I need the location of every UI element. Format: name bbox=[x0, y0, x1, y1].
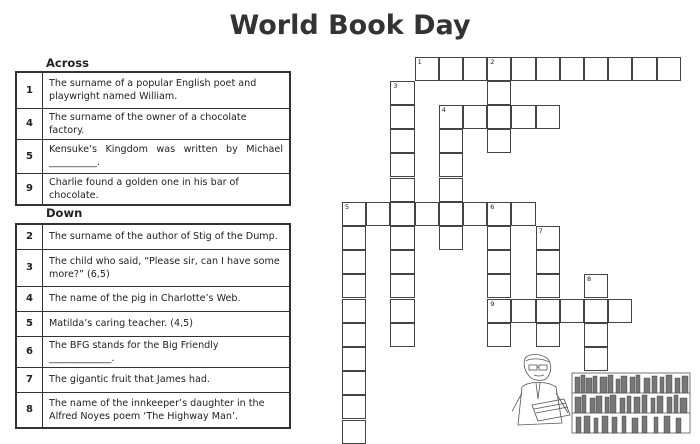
clue-text: Charlie found a golden one in his bar of chocolate. bbox=[43, 173, 291, 205]
crossword-cell[interactable] bbox=[536, 299, 560, 323]
crossword-cell[interactable] bbox=[366, 202, 390, 226]
cell-number: 3 bbox=[393, 81, 398, 90]
crossword-cell[interactable] bbox=[511, 105, 535, 129]
crossword-cell[interactable] bbox=[342, 202, 366, 226]
crossword-cell[interactable] bbox=[390, 153, 414, 177]
clue-number: 5 bbox=[16, 139, 43, 173]
clue-number: 6 bbox=[16, 336, 43, 367]
clue-number: 7 bbox=[16, 367, 43, 392]
clue-number: 3 bbox=[16, 249, 43, 286]
crossword-cell[interactable] bbox=[487, 105, 511, 129]
clue-number: 2 bbox=[16, 224, 43, 249]
crossword-cell[interactable] bbox=[536, 226, 560, 250]
clue-text: The BFG stands for the Big Friendly _____________. bbox=[43, 336, 291, 367]
crossword-cell[interactable] bbox=[390, 226, 414, 250]
crossword-cell[interactable] bbox=[463, 202, 487, 226]
crossword-cell[interactable] bbox=[536, 105, 560, 129]
clue-text: The surname of the author of Stig of the Dump. bbox=[43, 224, 291, 249]
crossword-cell[interactable] bbox=[390, 105, 414, 129]
clue-text: Kensuke’s Kingdom was written by Michael __________. bbox=[43, 139, 291, 173]
crossword-cell[interactable] bbox=[390, 81, 414, 105]
crossword-cell[interactable] bbox=[390, 202, 414, 226]
crossword-cell[interactable] bbox=[342, 250, 366, 274]
crossword-cell[interactable] bbox=[439, 178, 463, 202]
crossword-cell[interactable] bbox=[390, 178, 414, 202]
crossword-cell[interactable] bbox=[487, 274, 511, 298]
cell-number: 7 bbox=[538, 226, 543, 235]
crossword-cell[interactable] bbox=[536, 274, 560, 298]
crossword-cell[interactable] bbox=[463, 57, 487, 81]
crossword-cell[interactable] bbox=[487, 299, 511, 323]
crossword-cell[interactable] bbox=[608, 299, 632, 323]
crossword-cell[interactable] bbox=[342, 371, 366, 395]
crossword-cell[interactable] bbox=[536, 57, 560, 81]
clue-number: 1 bbox=[16, 72, 43, 108]
cell-number: 6 bbox=[490, 202, 495, 211]
crossword-cell[interactable] bbox=[342, 226, 366, 250]
crossword-cell[interactable] bbox=[342, 323, 366, 347]
clue-number: 8 bbox=[16, 392, 43, 428]
crossword-cell[interactable] bbox=[342, 395, 366, 419]
crossword-cell[interactable] bbox=[511, 202, 535, 226]
clue-number: 5 bbox=[16, 311, 43, 336]
crossword-cell[interactable] bbox=[439, 202, 463, 226]
crossword-cell[interactable] bbox=[439, 226, 463, 250]
crossword-cell[interactable] bbox=[439, 57, 463, 81]
crossword-cell[interactable] bbox=[439, 153, 463, 177]
clue-text: Matilda’s caring teacher. (4,5) bbox=[43, 311, 291, 336]
crossword-cell[interactable] bbox=[487, 57, 511, 81]
clue-text: The name of the pig in Charlotte’s Web. bbox=[43, 286, 291, 311]
crossword-cell[interactable] bbox=[342, 420, 366, 444]
page-title: World Book Day bbox=[229, 10, 471, 41]
crossword-cell[interactable] bbox=[342, 299, 366, 323]
crossword-cell[interactable] bbox=[511, 57, 535, 81]
crossword-cell[interactable] bbox=[439, 105, 463, 129]
crossword-cell[interactable] bbox=[632, 57, 656, 81]
crossword-cell[interactable] bbox=[584, 57, 608, 81]
cell-number: 1 bbox=[417, 57, 422, 66]
crossword-cell[interactable] bbox=[390, 129, 414, 153]
clue-number: 4 bbox=[16, 286, 43, 311]
crossword-cell[interactable] bbox=[584, 323, 608, 347]
clue-text: The surname of the owner of a chocolate factory. bbox=[43, 108, 291, 139]
clue-text: The child who said, “Please sir, can I have some more?” (6,5) bbox=[43, 249, 291, 286]
clue-number: 4 bbox=[16, 108, 43, 139]
clue-text: The name of the innkeeper’s daughter in the Alfred Noyes poem ‘The Highway Man’. bbox=[43, 392, 291, 428]
across-heading: Across bbox=[46, 56, 89, 70]
crossword-cell[interactable] bbox=[390, 323, 414, 347]
crossword-cell[interactable] bbox=[463, 105, 487, 129]
crossword-cell[interactable] bbox=[584, 299, 608, 323]
clue-number: 9 bbox=[16, 173, 43, 205]
down-heading: Down bbox=[46, 206, 83, 220]
crossword-cell[interactable] bbox=[536, 323, 560, 347]
cell-number: 9 bbox=[490, 299, 495, 308]
crossword-cell[interactable] bbox=[487, 129, 511, 153]
crossword-cell[interactable] bbox=[608, 57, 632, 81]
crossword-cell[interactable] bbox=[584, 274, 608, 298]
crossword-cell[interactable] bbox=[439, 129, 463, 153]
crossword-cell[interactable] bbox=[511, 299, 535, 323]
crossword-cell[interactable] bbox=[560, 57, 584, 81]
crossword-cell[interactable] bbox=[560, 299, 584, 323]
crossword-cell[interactable] bbox=[390, 250, 414, 274]
crossword-cell[interactable] bbox=[342, 274, 366, 298]
crossword-cell[interactable] bbox=[536, 250, 560, 274]
crossword-cell[interactable] bbox=[390, 299, 414, 323]
clue-text: The gigantic fruit that James had. bbox=[43, 367, 291, 392]
cell-number: 2 bbox=[490, 57, 495, 66]
crossword-cell[interactable] bbox=[487, 226, 511, 250]
crossword-cell[interactable] bbox=[657, 57, 681, 81]
crossword-cell[interactable] bbox=[415, 202, 439, 226]
crossword-cell[interactable] bbox=[415, 57, 439, 81]
crossword-cell[interactable] bbox=[342, 347, 366, 371]
cell-number: 4 bbox=[441, 105, 446, 114]
crossword-cell[interactable] bbox=[487, 323, 511, 347]
crossword-cell[interactable] bbox=[487, 250, 511, 274]
crossword-cell[interactable] bbox=[390, 274, 414, 298]
crossword-cell[interactable] bbox=[487, 202, 511, 226]
cell-number: 8 bbox=[587, 275, 592, 284]
clue-text: The surname of a popular English poet and playwright named William. bbox=[43, 72, 291, 108]
cell-number: 5 bbox=[345, 202, 350, 211]
reading-person-bookshelf-illustration bbox=[512, 353, 692, 435]
crossword-cell[interactable] bbox=[487, 81, 511, 105]
